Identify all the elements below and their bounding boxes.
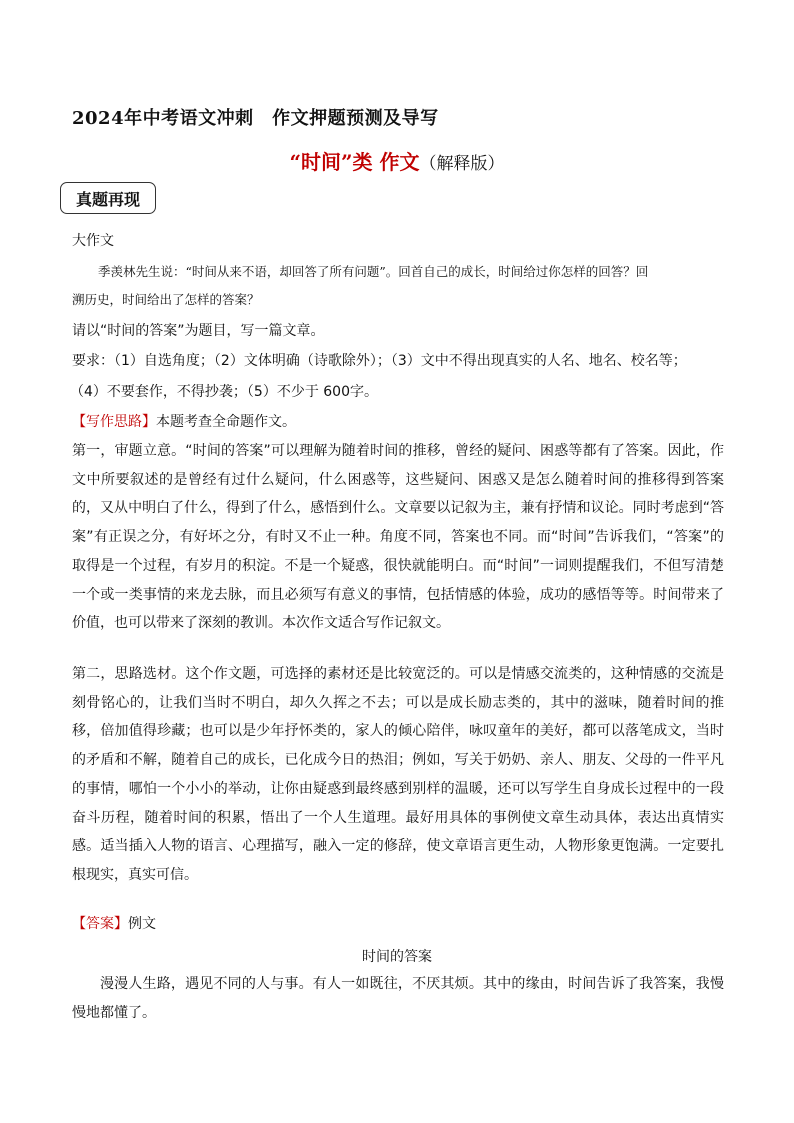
question-quote-line-1: 季羡林先生说：“时间从来不语，却回答了所有问题”。回首自己的成长，时间给过你怎样的回答？回 [98,264,649,279]
guide-paragraph-1: 第一，审题立意。“时间的答案”可以理解为随着时间的推移，曾经的疑问、困惑等都有了答案。因此，作文中所要叙述的是曾经有过什么疑问，什么困惑等，这些疑问、困惑又是怎么随着时间的推移得到答案的，又从中明白了什么，得到了什么，感悟到什么。文章要以记叙为主，兼有抒情和议论。同时考虑到“答案”有正误之分，有好坏之分，有时又不止一种。角度不同，答案也不同。而“时间”告诉我们，“答案”的取得是一个过程，有岁月的积淀。不是一个疑惑，很快就能明白。而“时间”一词则提醒我们，不但写清楚一个或一类事情的来龙去脉，而且必须写有意义的事情，包括情感的体验，成功的感悟等等。时间带来了价值，也可以带来了深刻的教训。本次作文适合写作记叙文。 [72,443,724,632]
question-category: 大作文 [72,233,114,249]
answer-tag: 【答案】 [72,916,128,932]
question-quote-line-2: 溯历史，时间给出了怎样的答案？ [72,292,260,307]
essay-title: 时间的答案 [362,949,432,965]
answer-label: 例文 [128,916,156,932]
guide-tag: 【写作思路】 [72,414,156,430]
document-title: 2024年中考语文冲刺 作文押题预测及导写 [72,108,439,129]
answer-heading [72,913,156,933]
section-label-box [60,182,156,214]
subtitle-highlight: “时间”类 作文 [289,150,420,174]
question-requirements-line-2: （4）不要套作，不得抄袭；（5）不少于 600字。 [70,384,378,400]
guide-intro: 本题考查全命题作文。 [156,414,296,430]
document-subtitle [0,146,794,175]
subtitle-note: （解释版） [419,154,505,174]
question-instruction: 请以“时间的答案”为题目，写一篇文章。 [72,323,325,339]
section-label: 真题再现 [75,189,140,209]
guide-heading [72,411,296,431]
essay-paragraph-1: 漫漫人生路，遇见不同的人与事。有人一如既往，不厌其烦。其中的缘由，时间告诉了我答案，我慢慢地都懂了。 [72,976,724,1021]
guide-paragraph-2: 第二，思路选材。这个作文题，可选择的素材还是比较宽泛的。可以是情感交流类的，这种情感的交流是刻骨铭心的，让我们当时不明白，却久久挥之不去；可以是成长励志类的，其中的滋味，随着时间的推移，倍加值得珍藏；也可以是少年抒怀类的，家人的倾心陪伴，咏叹童年的美好，都可以落笔成文，当时的矛盾和不解，随着自己的成长，已化成今日的热泪；例如，写关于奶奶、亲人、朋友、父母的一件平凡的事情，哪怕一个小小的举动，让你由疑惑到最终感到别样的温暖，还可以写学生自身成长过程中的一段奋斗历程，随着时间的积累，悟出了一个人生道理。最好用具体的事例使文章生动具体，表达出真情实感。适当插入人物的语言、心理描写，融入一定的修辞，使文章语言更生动，人物形象更饱满。一定要扎根现实，真实可信。 [72,666,724,883]
question-requirements-line-1: 要求：（1）自选角度；（2）文体明确（诗歌除外）；（3）文中不得出现真实的人名、地名、校名等； [72,353,687,369]
